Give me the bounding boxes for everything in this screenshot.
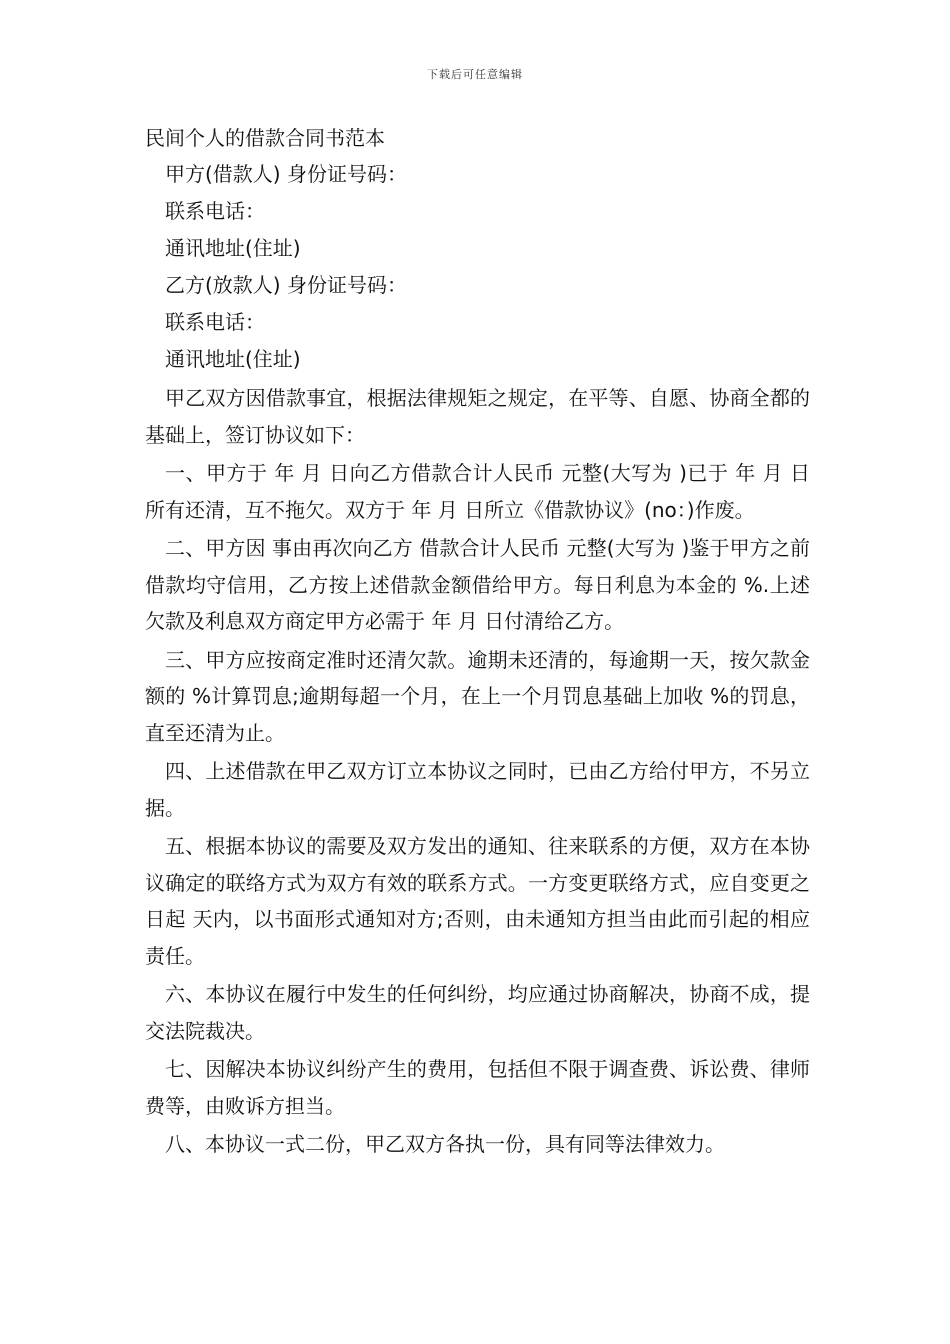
clause-2-paragraph: 二、甲方因 事由再次向乙方 借款合计人民币 元整(大写为 )鉴于甲方之前借款均守信用，乙方按上述借款金额借给甲方。每日利息为本金的 %.上述欠款及利息双方商定甲方必需于 年 月 日付清给乙方。	[145, 536, 810, 633]
clause-5-paragraph: 五、根据本协议的需要及双方发出的通知、往来联系的方便，双方在本协议确定的联络方式为双方有效的联系方式。一方变更联络方式，应自变更之日起 天内，以书面形式通知对方;否则，由未通知方担当由此而引起的相应责任。	[145, 834, 810, 968]
clause-1-paragraph: 一、甲方于 年 月 日向乙方借款合计人民币 元整(大写为 )已于 年 月 日所有还清，互不拖欠。双方于 年 月 日所立《借款协议》(no：)作废。	[145, 461, 810, 522]
party-b-id-number-field: 乙方(放款人) 身份证号码：	[165, 273, 407, 297]
clause-4-paragraph: 四、上述借款在甲乙双方订立本协议之同时，已由乙方给付甲方，不另立据。	[145, 759, 810, 820]
page-header-note: 下载后可任意编辑	[427, 68, 523, 81]
clause-6-paragraph: 六、本协议在履行中发生的任何纠纷，均应通过协商解决，协商不成，提交法院裁决。	[145, 982, 810, 1043]
contract-document	[145, 120, 810, 1163]
party-a-address-field: 通讯地址(住址)	[165, 236, 301, 260]
preamble-paragraph: 甲乙双方因借款事宜，根据法律规矩之规定，在平等、自愿、协商全都的基础上，签订协议如下：	[145, 386, 810, 447]
party-b-address-field: 通讯地址(住址)	[165, 347, 301, 371]
clause-7-paragraph: 七、因解决本协议纠纷产生的费用，包括但不限于调查费、诉讼费、律师费等，由败诉方担当。	[145, 1057, 810, 1118]
clause-8-paragraph: 八、本协议一式二份，甲乙双方各执一份，具有同等法律效力。	[165, 1132, 725, 1156]
party-a-phone-field: 联系电话：	[165, 199, 265, 223]
party-b-phone-field: 联系电话：	[165, 310, 265, 334]
clause-3-paragraph: 三、甲方应按商定准时还清欠款。逾期未还清的，每逾期一天，按欠款金额的 %计算罚息;逾期每超一个月，在上一个月罚息基础上加收 %的罚息，直至还清为止。	[145, 647, 810, 745]
party-a-id-number-field: 甲方(借款人) 身份证号码：	[165, 162, 407, 186]
document-title: 民间个人的借款合同书范本	[145, 126, 385, 150]
